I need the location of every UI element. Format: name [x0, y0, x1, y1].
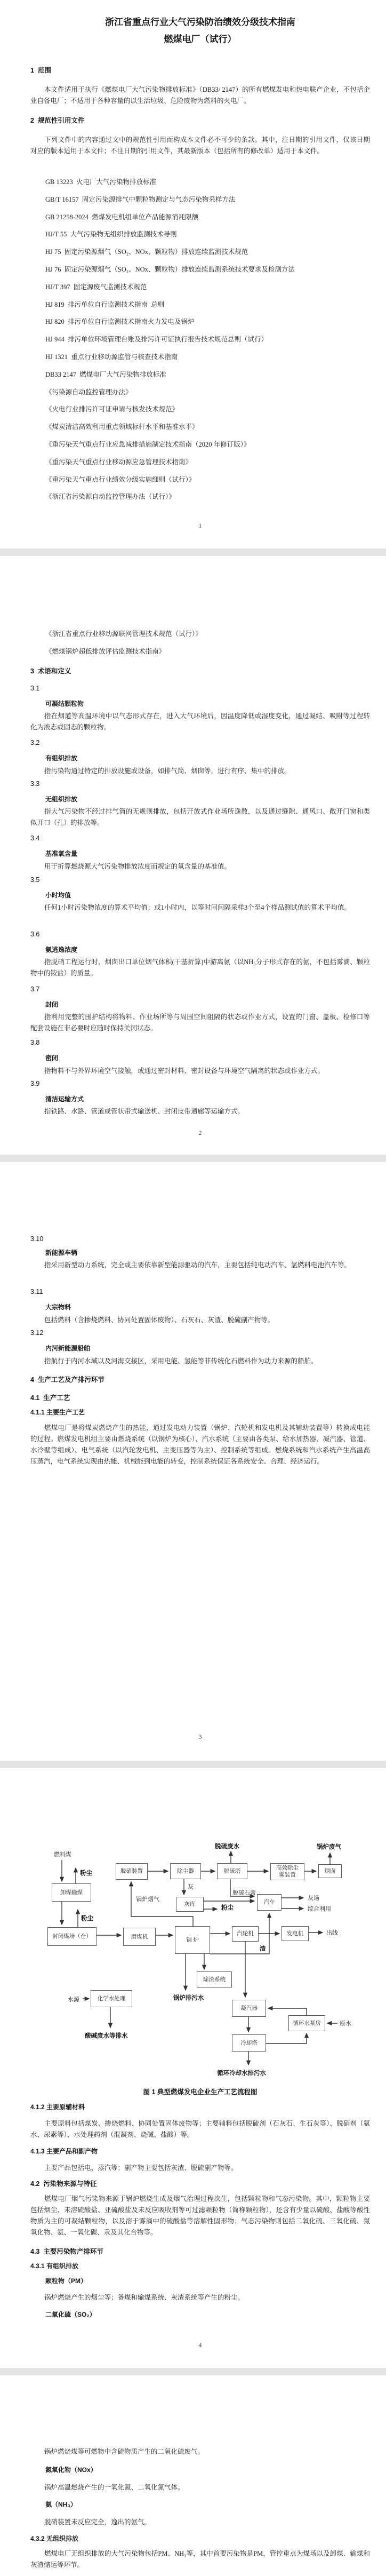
pollutant-pm-term: 颗粒物（PM）: [45, 2277, 87, 2285]
heading-process-4-1-1: 4.1.1 主要生产工艺: [30, 1409, 85, 1416]
flow-label-boiler-exhaust: 锅炉废气: [317, 1844, 341, 1850]
flow-label-dust: 粉尘: [221, 1905, 234, 1911]
process-flow-diagram: [0, 1835, 386, 2086]
flow-label-boiler-blowdown: 锅炉排污水: [173, 1995, 204, 2001]
figure-caption: 图 1 典型燃煤发电企业生产工艺流程图: [143, 2088, 258, 2096]
pollutant-nox-term: 氮氧化物（NOx）: [45, 2466, 97, 2474]
pollutant-nh3-term: 氨（NH₃）: [45, 2501, 77, 2508]
flow-label-cooling-blowdown: 循环冷却水排污水: [217, 2070, 266, 2077]
flow-label-dust: 粉尘: [81, 1915, 93, 1922]
flow-label-raw-water: 原水: [340, 2021, 351, 2027]
reference-item: HJ 1321 重点行业移动源监管与核查技术指南: [45, 353, 178, 361]
term-number: 3.12: [30, 1329, 44, 1337]
heading-materials: 4.1.2 主要原辅材料: [30, 2103, 85, 2111]
pollutant-so2-term: 二氧化硫（SO₂）: [45, 2311, 96, 2318]
term-number: 3.10: [30, 1235, 44, 1243]
term-definition: 包括燃料（含掺烧燃料、协同处置固体废物）、石灰石、灰渣、脱硫副产物等。: [44, 1316, 275, 1324]
flow-box-desulfur-tower: 脱硫塔: [217, 1863, 247, 1879]
flow-box-unload-coal: 卸煤输煤: [52, 1883, 91, 1902]
term-name: 基准氧含量: [45, 850, 78, 857]
term-number: 3.5: [30, 876, 40, 884]
flow-box-coal-mill: 磨煤机: [123, 1928, 156, 1946]
flow-box-ash-silo: 灰库: [176, 1897, 204, 1912]
reference-item: HJ 820 排污单位自行监测技术指南火力发电及锅炉: [45, 318, 195, 326]
term-name: 清洁运输方式: [45, 1095, 84, 1103]
heading-terms: 3 术语和定义: [30, 667, 71, 675]
reference-item: GB 13223 火电厂大气污染物排放标准: [45, 178, 156, 186]
term-name: 小时均值: [45, 892, 71, 899]
process-paragraph: 燃煤电厂是将煤炭燃烧产生的热能，通过发电动力装置（锅炉、汽轮机和发电机及其辅助装置等）转换成电能的过程。燃煤发电机组主要由燃烧系统（以锅炉为核心）、汽水系统（主要由各类泵、给水加热器、凝汽器、管道、水冷壁等组成）、电气系统（以汽轮发电机、主变压器等为主）、控制系统等组成。燃烧系统和汽水系统产生高温高压蒸汽，电气系统实现由热能、机械能到电能的转变，控制系统保证各系统安全、合理、经济运行。: [30, 1424, 370, 1465]
doc-title-line2: 燃煤电厂（试行）: [164, 34, 237, 44]
term-number: 3.4: [30, 834, 40, 842]
page-divider: [0, 1155, 386, 1162]
page-divider: [0, 548, 386, 556]
term-number: 3.6: [30, 931, 40, 938]
reference-list: [30, 173, 370, 506]
reference-item: HJ 944 排污单位环境管理台账及排污许可证执行报告技术规范总则（试行）: [45, 336, 268, 344]
heading-process: 4 生产工艺及产排污环节: [30, 1376, 104, 1384]
flow-box-cooling-tower: 冷却塔: [232, 2034, 266, 2052]
flow-label-slag: 渣: [260, 1946, 266, 1952]
flow-box-pump-house: 循环水泵房: [288, 2015, 325, 2031]
flow-box-steam-turbine: 汽轮机: [232, 1926, 259, 1942]
term-definition: 任何1小时污染物浓度的算术平均值；或1小时内，以等时间间隔采样3个至4个样品测试值的算术平均值。: [44, 904, 351, 911]
flow-box-condenser: 凝汽器: [232, 2000, 266, 2017]
pollutant-so2-paragraph: 锅炉燃烧煤等可燃物中含硫物质产生的二氧化硫废气。: [44, 2448, 205, 2455]
flow-box-coal-yard: 封闭煤场（仓）: [47, 1927, 96, 1946]
term-name: 新能源车辆: [45, 1249, 78, 1257]
reference-item: 《重污染天气重点行业绩效分级实施细则（试行）》: [45, 475, 196, 483]
flow-label-flue-gas: 锅炉烟气: [136, 1896, 159, 1903]
flow-label-fuel-coal: 燃料煤: [54, 1851, 71, 1858]
term-number: 3.1: [30, 685, 40, 692]
reference-item: GB/T 16157 固定污染源排气中颗粒物测定与气态污染物采样方法: [45, 195, 236, 203]
term-number: 3.11: [30, 1288, 43, 1295]
term-definition: 指铁路、水路、管道或管状带式输送机、封闭皮带通廊等运输方式。: [44, 1108, 245, 1115]
term-definition: 指脱硝工程运行时，烟囱出口单位烟气体积(干基折算)中游离氨（以NH₃分子形式存在的氨，不包括雾滴、颗粒物中的铵盐）的质量。: [30, 958, 370, 977]
reference-item: HJ 76 固定污染源烟气（SO₂、NOx、颗粒物）排放连续监测系统技术要求及检测方法: [45, 265, 295, 273]
heading-scope: 1 范围: [30, 67, 51, 74]
heading-organized-emission: 4.3.1 有组织排放: [30, 2262, 79, 2270]
term-name: 内河新能源船舶: [45, 1345, 91, 1352]
flow-label-desulf-wastewater: 脱硫废水: [215, 1843, 239, 1850]
flow-label-dust: 粉尘: [80, 1870, 92, 1877]
reference-item: 《污染源自动监控管理办法》: [45, 388, 132, 396]
flow-label-water-source: 水源: [68, 1997, 79, 2003]
term-name: 可凝结颗粒物: [45, 700, 84, 707]
flow-label-ash-yard: 灰场: [308, 1895, 319, 1902]
scope-paragraph: 本文件适用于执行《燃煤电厂大气污染物排放标准》（DB33/ 2147）的所有燃煤发电和热电联产企业，不包括企业自备电厂；不适用于各种容量的以生活垃圾、危险废物为燃料的火电厂。: [30, 86, 370, 105]
reference-item: HJ/T 397 固定源废气监测技术规范: [45, 283, 147, 291]
reference-item: DB33 2147 燃煤电厂大气污染物排放标准: [45, 370, 166, 378]
term-definition: 指污染物通过特定的排放设施或设备，如排气筒、烟囱等，进行有序、集中的排放。: [44, 767, 291, 775]
flow-box-chimney: 烟囱: [318, 1864, 342, 1878]
heading-products: 4.1.3 主要产品和副产物: [30, 2148, 98, 2155]
term-number: 3.7: [30, 985, 40, 993]
term-name: 无组织排放: [45, 796, 78, 803]
term-definition: 用于折算燃烧源大气污染物排放浓度而规定的氧含量的基准值。: [44, 863, 231, 870]
reference-item: HJ/T 55 大气污染物无组织排放监测技术导则: [45, 230, 177, 238]
page-number: 3: [198, 1733, 202, 1740]
reference-item: HJ 819 排污单位自行监测技术指南 总则: [45, 300, 165, 308]
products-paragraph: 主要产品包括电、蒸汽等；副产物主要包括灰渣、脱硫副产物等。: [44, 2164, 238, 2172]
reference-item: 《火电行业排污许可证申请与核发技术规范》: [45, 406, 179, 414]
term-definition: 指航行于内河水域以及河海交接区，采用电能、氢能等非传统化石燃料作为动力来源的船舶。: [44, 1357, 318, 1365]
term-definition: 指物料不与外界环境空气接触，或通过密封材料、密封设备与环境空气隔离的状态或作业方式。: [44, 1067, 325, 1075]
page-number: 1: [198, 522, 202, 529]
page-3: [0, 1162, 386, 1761]
flow-label-outlet-line: 出线: [326, 1930, 338, 1936]
flow-box-truck: 汽车: [257, 1894, 282, 1911]
flow-box-generator: 发电机: [282, 1926, 309, 1941]
page-number: 4: [198, 2341, 202, 2349]
page-divider: [0, 2368, 386, 2375]
term-number: 3.8: [30, 1039, 40, 1046]
term-name: 氨逃逸浓度: [45, 946, 78, 953]
page-1: [0, 0, 386, 548]
reference-item: HJ 75 固定污染源烟气（SO₂、NOx、颗粒物）排放连续监测技术规范: [45, 248, 248, 256]
flow-box-slag-system: 除渣系统: [197, 1971, 232, 1987]
pollutant-pm-paragraph: 锅炉燃烧产生的烟尘等；备煤和输煤系统、灰渣系统等产生的粉尘。: [44, 2294, 245, 2301]
pollutant-sources-paragraph: 燃煤电厂烟气污染物来源于锅炉燃烧生成及烟气治理过程次生，包括颗粒物和气态污染物。其中，颗粒物主要包括烟尘、未溶硫酸盐、亚硫酸盐及未反应吸收剂等可过滤颗粒物（简称颗粒物），还含有少量以硫酸、盐酸等酸性物质为主的可凝结颗粒物，以及溶于雾滴中的硫酸盐等溶解性固形物；气态污染物则包括二氧化硫、三氧化硫、氮氧化物、氨、一氧化碳、汞及其化合物等。: [30, 2195, 370, 2236]
reference-item: 《浙江省重点行业移动源联网管理技术规范（试行）》: [45, 630, 202, 638]
pollutant-nox-paragraph: 锅炉高温燃烧产生的一氧化氮、二氧化氮气体。: [44, 2484, 184, 2491]
reference-item: 《浙江省污染源自动监控管理办法（试行）》: [45, 493, 175, 501]
term-number: 3.9: [30, 1080, 40, 1087]
flow-box-dust-collector: 除尘器: [170, 1863, 201, 1879]
materials-paragraph: 主要原料包括煤炭、掺烧燃料、协同处置固体废物等；主要辅料包括脱硫剂（石灰石、生石灰等）、脱硝剂（氨水、尿素等）、水处理药剂（混凝剂、烧碱、盐酸）等。: [30, 2120, 370, 2138]
flow-box-denitration: 脱硝装置: [116, 1863, 148, 1880]
flow-label-acid-alkali-drain: 酸碱废水等排水: [85, 2033, 128, 2039]
flow-box-chem-water: 化学水处理: [91, 1990, 132, 2007]
flow-label-utilization: 综合利用: [308, 1906, 331, 1912]
reference-item: 《燃煤锅炉超低排放评估监测技术指南》: [45, 648, 166, 655]
reference-item: 《煤炭清洁高效利用重点领域标杆水平和基准水平》: [45, 423, 199, 431]
reference-item: GB 21258-2024 燃煤发电机组单位产品能源消耗限额: [45, 213, 199, 221]
heading-emission-links: 4.3 主要污染物产排环节: [30, 2248, 103, 2255]
fugitive-emission-paragraph: 燃煤电厂无组织排放的大气污染物包括PM、NH₃等，其中首要污染物是PM，管控重点为煤场以及卸煤、输煤和灰渣储运等环节。: [30, 2550, 370, 2569]
heading-normative-references: 2 规范性引用文件: [30, 117, 85, 124]
term-name: 有组织排放: [45, 754, 78, 762]
flow-box-boiler: 锅 炉: [175, 1926, 210, 1954]
page-4: [0, 1768, 386, 2368]
flow-label-gypsum: 脱硫石膏: [232, 1890, 256, 1896]
heading-pollutant-sources: 4.2 污染物来源与特征: [30, 2180, 97, 2188]
term-name: 大宗物料: [45, 1303, 71, 1311]
page-divider: [0, 1761, 386, 1768]
term-definition: 指采用新型动力系统，完全或主要依靠新型能源驱动的汽车，主要包括纯电动汽车、氢燃料电池汽车等。: [44, 1261, 351, 1269]
page-5: [0, 2375, 386, 2576]
heading-fugitive-emission: 4.3.2 无组织排放: [30, 2535, 79, 2542]
flow-label-ash: 灰: [188, 1884, 194, 1890]
heading-process-4-1: 4.1 生产工艺: [30, 1394, 70, 1402]
page-number: 2: [198, 1129, 202, 1136]
term-name: 封闭: [45, 1001, 59, 1008]
reference-item: 《重污染天气重点行业移动源应急管理技术指南》: [45, 458, 192, 466]
flow-box-mist-removal: 高效除尘雾装置: [270, 1863, 304, 1880]
references-intro-paragraph: 下列文件中的内容通过文中的规范性引用而构成本文件必不可少的条款。其中，注日期的引用文件，仅该日期对应的版本适用于本文件；不注日期的引用文件，其最新版本（包括所有的修改单）适用于本文件。: [30, 136, 370, 155]
page-2: [0, 556, 386, 1155]
term-number: 3.3: [30, 780, 40, 788]
term-number: 3.2: [30, 739, 40, 746]
pollutant-nh3-paragraph: 脱硝装置未反应完全，逸出的氨气。: [44, 2518, 151, 2526]
term-name: 密闭: [45, 1054, 59, 1062]
term-definition: 指利用完整的围护结构将物料、作业场所等与周围空间阻隔的状态或作业方式，设置的门窗、盖板、检修口等配套设施在非必要时应随时保持关闭状态。: [30, 1013, 370, 1032]
term-definition: 指大气污染物不经过排气筒的无规则排放，包括开放式作业场所逸散，以及通过缝隙、通风口、敞开门窗和类似开口（孔）的排放等。: [30, 808, 370, 826]
doc-title-line1: 浙江省重点行业大气污染防治绩效分级技术指南: [105, 17, 295, 27]
term-definition: 指在烟道等高温环境中以气态形式存在，进入大气环境后，因温度降低或湿度变化，通过凝结、吸附等过程转化为液态或固态的颗粒物。: [30, 712, 370, 731]
reference-item: 《重污染天气重点行业应急减排措施制定技术指南（2020 年修订版）》: [45, 440, 251, 448]
